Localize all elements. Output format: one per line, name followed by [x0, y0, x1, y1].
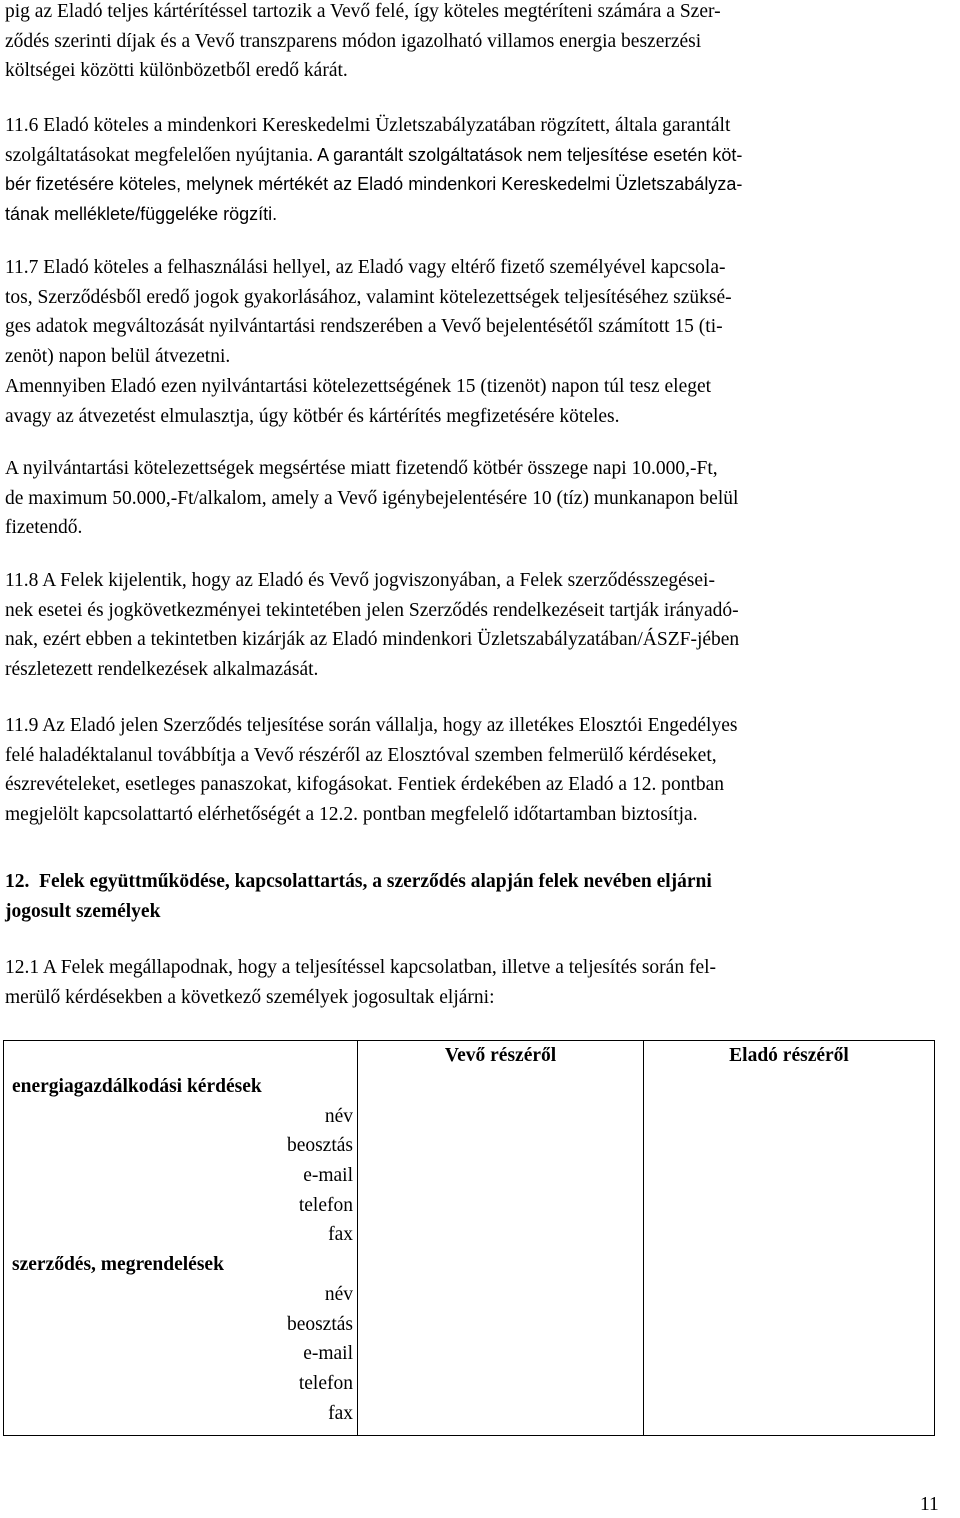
- category-label: szerződés, megrendelések: [12, 1254, 224, 1276]
- intro-paragraph: [5, 0, 943, 86]
- text-line: 11.9 Az Eladó jelen Szerződés teljesítése során vállalja, hogy az illetékes Elosztói Engedélyes: [5, 715, 738, 736]
- field-label: fax: [328, 1402, 353, 1424]
- heading-line: 12. Felek együttműködése, kapcsolattartás, a szerződés alapján felek nevében eljárni: [5, 871, 712, 892]
- text-line-mixed: [5, 141, 943, 171]
- paragraph-11-9: [5, 711, 943, 830]
- text-line: merülő kérdésekben a következő személyek jogosultak eljárni:: [5, 986, 495, 1008]
- field-label: beosztás: [286, 1135, 353, 1157]
- text-line: zenöt) napon belül átvezetni.: [5, 346, 231, 368]
- text-fragment: A garantált szolgáltatások nem teljesítése esetén köt-: [313, 144, 743, 165]
- field-label: beosztás: [286, 1313, 353, 1335]
- field-label: telefon: [298, 1372, 353, 1394]
- text-line: ges adatok megváltozását nyilvántartási rendszerében a Vevő bejelentésétől számított 15 (ti-: [5, 316, 723, 338]
- text-line: tának melléklete/függeléke rögzíti.: [5, 204, 278, 225]
- text-line: 11.7 Eladó köteles a felhasználási hellyel, az Eladó vagy eltérő fizető személyével kapcsola-: [5, 257, 726, 278]
- paragraph-11-8: [5, 566, 943, 685]
- text-fragment: szolgáltatásokat megfelelően nyújtania.: [5, 144, 314, 166]
- section-12-heading: [5, 867, 943, 926]
- column-header-seller: Eladó részéről: [729, 1045, 849, 1066]
- heading-line: jogosult személyek: [5, 900, 161, 922]
- field-label: név: [324, 1105, 353, 1127]
- text-line: A nyilvántartási kötelezettségek megsértése miatt fizetendő kötbér összege napi 10.000,-Ft,: [5, 458, 718, 479]
- field-label: név: [324, 1283, 353, 1305]
- text-line: 11.8 A Felek kijelentik, hogy az Eladó és Vevő jogviszonyában, a Felek szerződésszegései-: [5, 570, 715, 591]
- text-line: megjelölt kapcsolattartó elérhetőségét a 12.2. pontban megfelelő időtartamban biztosítja.: [5, 804, 698, 826]
- category-label: energiagazdálkodási kérdések: [12, 1076, 262, 1097]
- field-label: e-mail: [303, 1165, 353, 1187]
- table-cell-labels: [4, 1041, 358, 1436]
- field-label: fax: [328, 1224, 353, 1246]
- column-header-buyer: Vevő részéről: [444, 1045, 557, 1066]
- text-line: de maximum 50.000,-Ft/alkalom, amely a Vevő igénybejelentésére 10 (tíz) munkanapon belül: [5, 487, 739, 509]
- field-label: telefon: [298, 1194, 353, 1216]
- text-line: tos, Szerződésből eredő jogok gyakorlásához, valamint kötelezettségek teljesítéséhez szüksé-: [5, 286, 732, 308]
- text-line: nak, ezért ebben a tekintetben kizárják az Eladó mindenkori Üzletszabályzatában/ÁSZF-jében: [5, 629, 740, 651]
- text-line: ződés szerinti díjak és a Vevő transzparens módon igazolható villamos energia beszerzési: [5, 30, 702, 52]
- page-number: 11: [920, 1494, 939, 1515]
- text-line: részletezett rendelkezések alkalmazását.: [5, 659, 319, 681]
- text-line: nek esetei és jogkövetkezményei tekintetében jelen Szerződés rendelkezéseit tartják irányadó-: [5, 599, 739, 621]
- text-line: észrevételeket, esetleges panaszokat, kifogásokat. Fentiek érdekében az Eladó a 12. pontban: [5, 774, 725, 796]
- text-line: Amennyiben Eladó ezen nyilvántartási kötelezettségének 15 (tizenöt) napon túl tesz eleget: [5, 375, 712, 397]
- paragraph-12-1: [5, 953, 943, 1012]
- seller-column: [644, 1041, 935, 1436]
- text-line: fizetendő.: [5, 517, 83, 539]
- label-column: [4, 1041, 357, 1428]
- paragraph-11-6: [5, 111, 943, 230]
- penalty-paragraph: [5, 454, 943, 543]
- text-line: költségei közötti különbözetből eredő kárát.: [5, 60, 348, 82]
- text-line: avagy az átvezetést elmulasztja, úgy kötbér és kártérítés megfizetésére köteles.: [5, 405, 620, 427]
- paragraph-11-7: [5, 253, 943, 431]
- field-label: e-mail: [303, 1343, 353, 1365]
- text-line: bér fizetésére köteles, melynek mértékét az Eladó mindenkori Kereskedelmi Üzletszabályza-: [5, 174, 743, 195]
- text-line: 11.6 Eladó köteles a mindenkori Kereskedelmi Üzletszabályzatában rögzített, általa garantált: [5, 115, 731, 136]
- text-line: 12.1 A Felek megállapodnak, hogy a teljesítéssel kapcsolatban, illetve a teljesítés során fel-: [5, 957, 717, 978]
- text-line: felé haladéktalanul továbbítja a Vevő részéről az Elosztóval szemben felmerülő kérdéseket,: [5, 744, 717, 766]
- contact-persons-table: [3, 1040, 935, 1436]
- table-row: [4, 1041, 935, 1436]
- text-line: pig az Eladó teljes kártérítéssel tartozik a Vevő felé, így köteles megtéríteni számára a Szer-: [5, 1, 721, 22]
- buyer-column: [358, 1041, 644, 1436]
